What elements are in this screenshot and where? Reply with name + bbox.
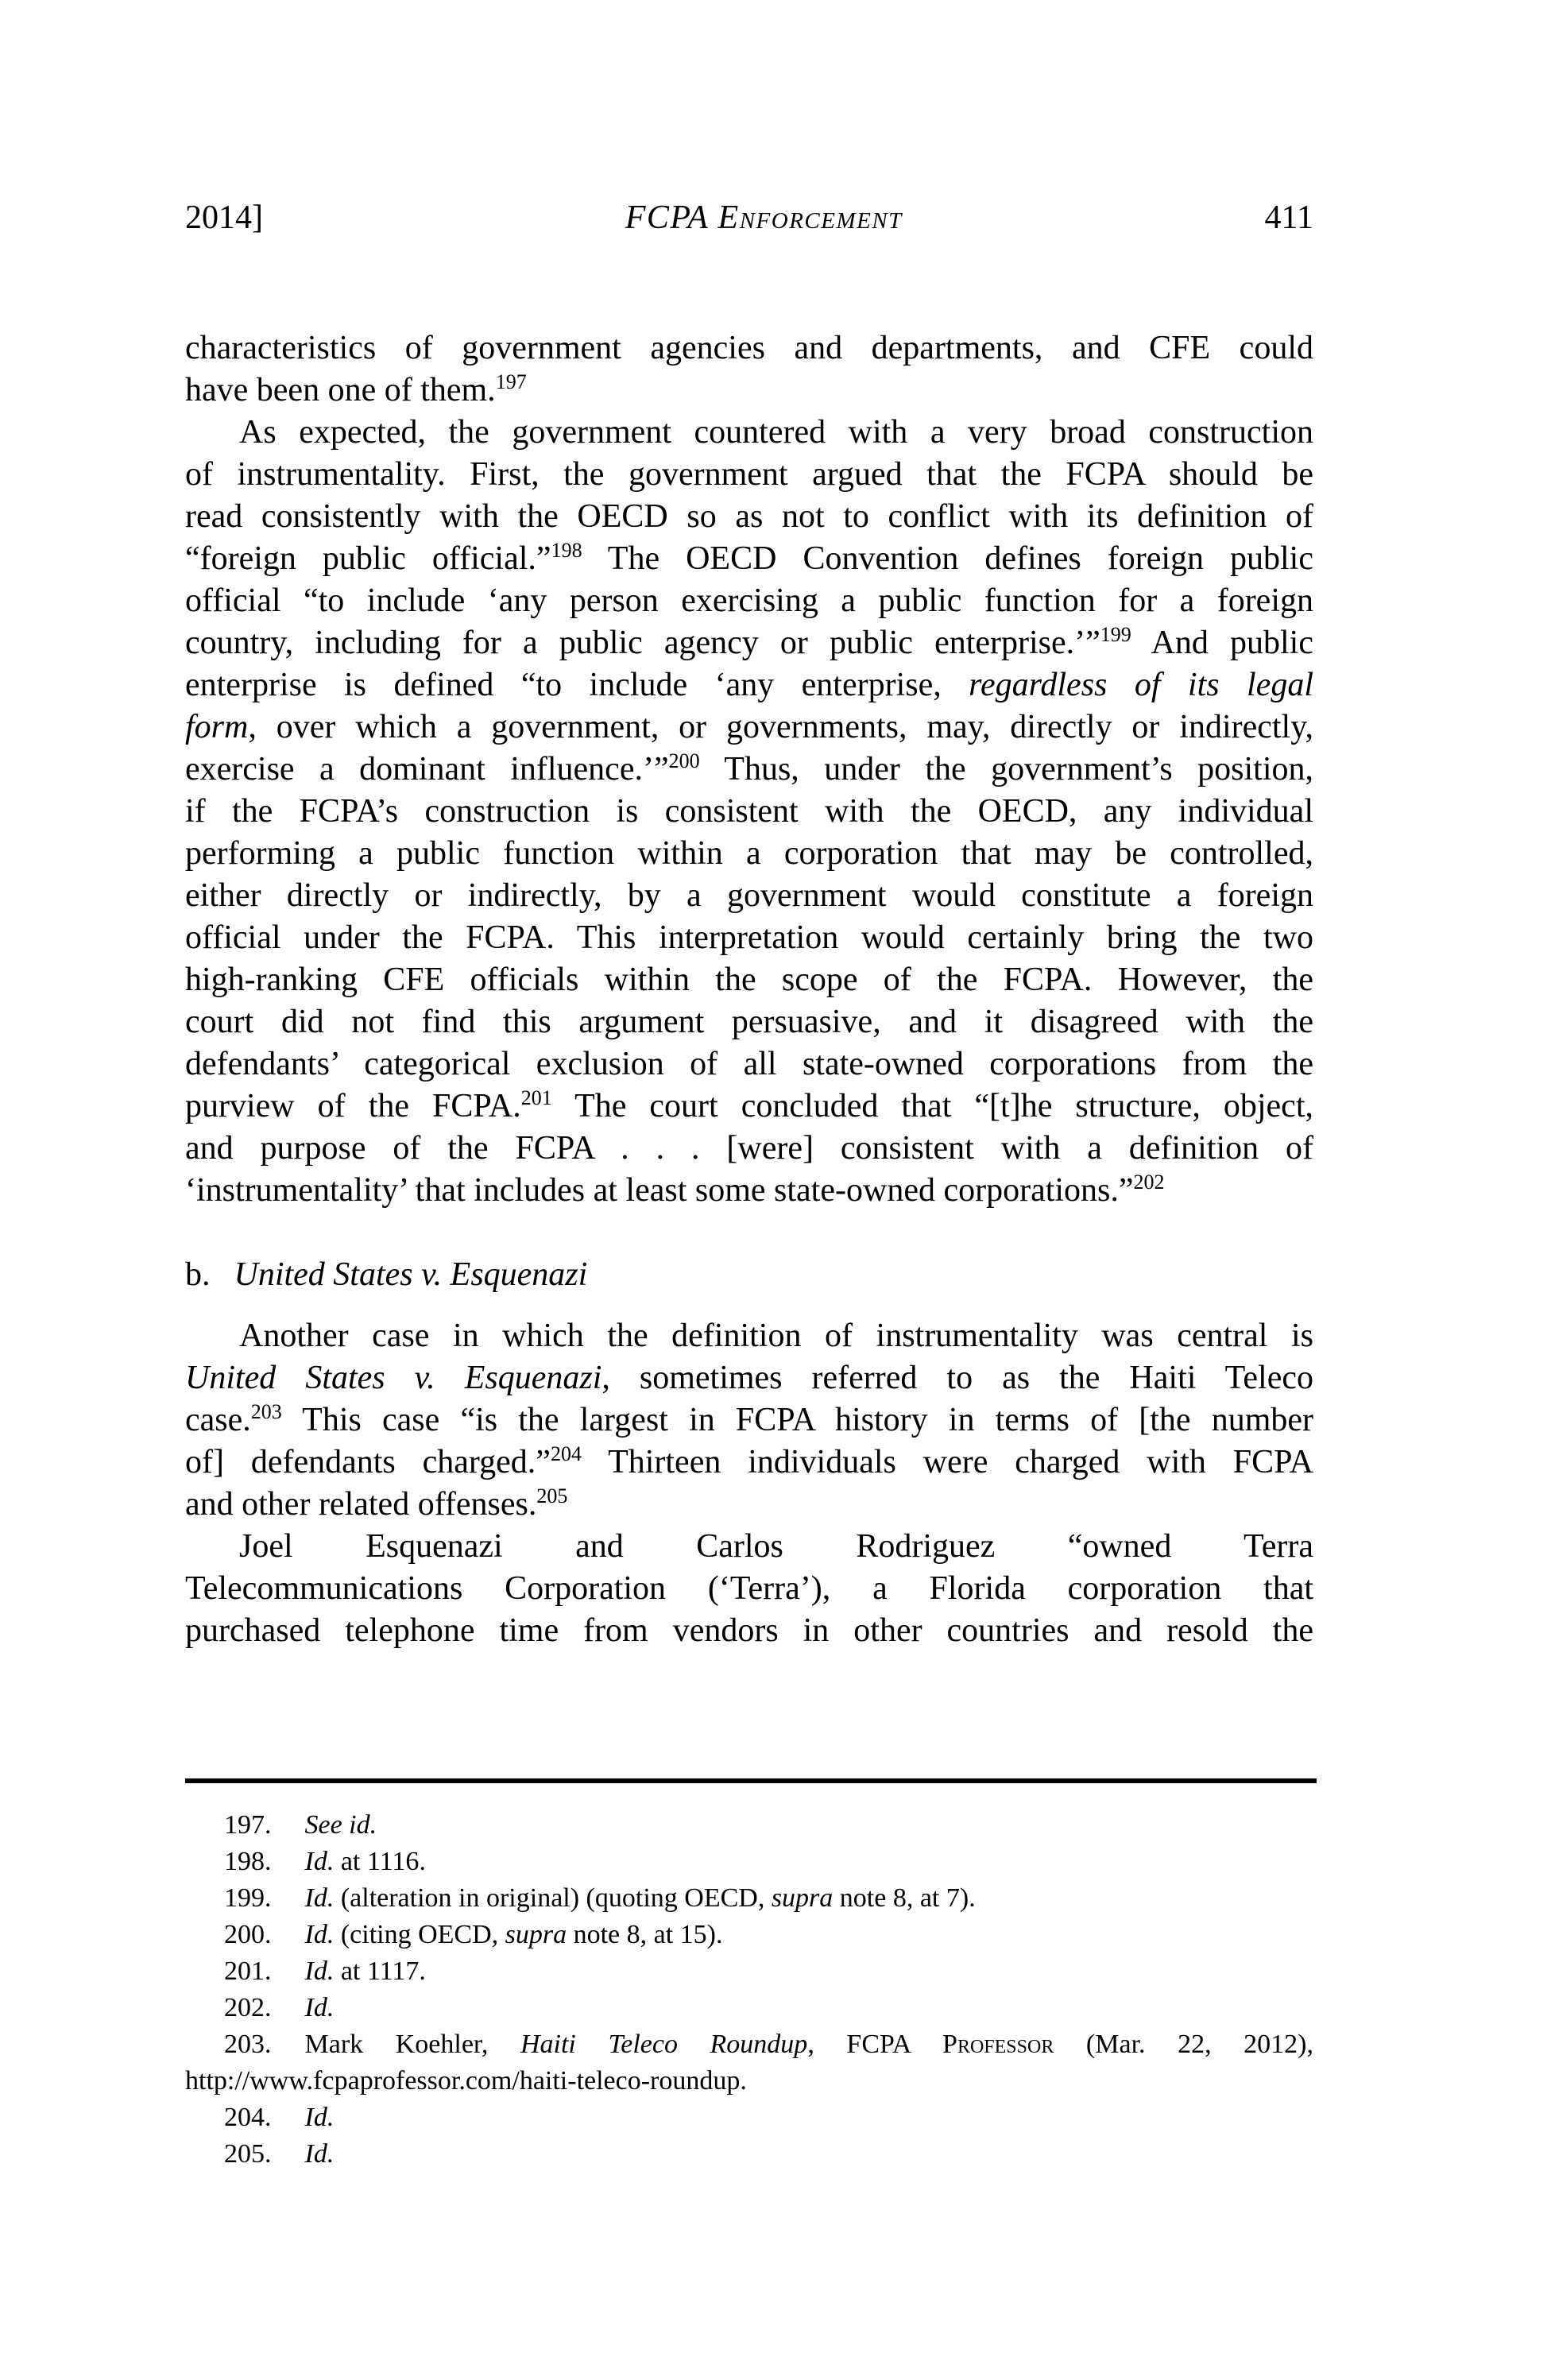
text-segment: purchased telephone time from vendors in other countries and resold the — [185, 1612, 1313, 1649]
footnote-reference: 198 — [551, 539, 582, 562]
footnote-line — [185, 1880, 1313, 1917]
text-segment: This case “is the largest in FCPA history in terms of [the number — [281, 1402, 1313, 1438]
text-segment: Thirteen individuals were charged with FCPA — [581, 1444, 1313, 1480]
italic-text: Id. — [304, 1920, 335, 1949]
footnote-number: 205. — [224, 2139, 272, 2169]
footnote-number: 204. — [224, 2103, 272, 2132]
text-segment: And public — [1131, 625, 1313, 661]
italic-text: Id. — [304, 1993, 335, 2022]
text-segment: (alteration in original) (quoting OECD, — [334, 1883, 772, 1913]
text-segment: , — [807, 2030, 847, 2059]
footnote-number: 199. — [224, 1883, 272, 1913]
footnote-line — [185, 1844, 1313, 1880]
footnote-number: 201. — [224, 1956, 272, 1986]
text-segment: Joel Esquenazi and Carlos Rodriguez “owned Terra — [239, 1528, 1313, 1565]
text-segment: read consistently with the OECD so as not to conflict with its definition of — [185, 498, 1313, 535]
footnote-line — [185, 1953, 1313, 1990]
text-segment: http://www.fcpaprofessor.com/haiti-teleco-roundup. — [185, 2066, 747, 2096]
body-text-line — [185, 1442, 1313, 1484]
italic-text: regardless of its legal — [969, 667, 1313, 703]
footnote-reference: 199 — [1100, 623, 1131, 646]
text-segment: b. — [185, 1256, 211, 1293]
italic-text: Id. — [304, 1883, 335, 1913]
text-segment: case. — [185, 1402, 251, 1438]
footnote-reference: 201 — [520, 1086, 552, 1109]
text-segment: characteristics of government agencies and departments, and CFE could — [185, 330, 1313, 366]
body-text-line — [185, 1170, 1313, 1212]
footnote-line — [185, 1990, 1313, 2026]
italic-text: Id. — [304, 2103, 335, 2132]
italic-text: Haiti Teleco Roundup — [520, 2030, 808, 2059]
text-segment: “foreign public official.” — [185, 540, 551, 577]
body-text-line — [185, 327, 1313, 370]
text-segment: performing a public function within a corporation that may be controlled, — [185, 835, 1313, 872]
text-segment: (citing OECD, — [334, 1920, 505, 1949]
body-text-line — [185, 1128, 1313, 1170]
text-segment: Thus, under the government’s position, — [699, 751, 1313, 788]
body-text-line — [185, 1043, 1313, 1086]
footnote-reference: 197 — [495, 370, 527, 393]
text-segment: The court concluded that “[t]he structure, object, — [551, 1088, 1313, 1124]
text-segment: and other related offenses. — [185, 1486, 537, 1523]
text-segment: and purpose of the FCPA . . . [were] consistent with a definition of — [185, 1130, 1313, 1167]
text-segment: Telecommunications Corporation (‘Terra’), a Florida corporation that — [185, 1570, 1313, 1607]
text-segment: enterprise is defined “to include ‘any enterprise, — [185, 667, 969, 703]
body-text-line — [185, 412, 1313, 454]
body-text-line — [185, 1484, 1313, 1526]
body-text-line — [185, 917, 1313, 959]
text-segment: official “to include ‘any person exercising a public function for a foreign — [185, 582, 1313, 619]
italic-text: supra — [771, 1883, 834, 1913]
body-text-line — [185, 833, 1313, 875]
italic-text: supra — [505, 1920, 567, 1949]
smallcaps-text: FCPA Professor — [846, 2030, 1054, 2059]
text-segment: at 1116. — [334, 1847, 426, 1876]
text-segment: purview of the FCPA. — [185, 1088, 521, 1124]
text-segment: official under the FCPA. This interpretation would certainly bring the two — [185, 919, 1313, 956]
body-text-line — [185, 1086, 1313, 1128]
section-heading — [185, 1254, 1313, 1296]
italic-text: United States v. Esquenazi — [185, 1360, 602, 1396]
italic-text: form — [185, 709, 249, 745]
footnote-line — [185, 2063, 1313, 2099]
text-segment: exercise a dominant influence.’” — [185, 751, 669, 788]
body-text-line — [185, 622, 1313, 664]
text-segment: country, including for a public agency or public enterprise.’” — [185, 625, 1100, 661]
text-segment: , over which a government, or governments, may, directly or indirectly, — [248, 709, 1313, 745]
text-segment: high-ranking CFE officials within the scope of the FCPA. However, the — [185, 962, 1313, 998]
header-year: 2014] — [185, 199, 263, 236]
italic-text: Id. — [304, 2139, 335, 2169]
text-segment: of instrumentality. First, the government argued that the FCPA should be — [185, 456, 1313, 493]
body-text-line — [185, 496, 1313, 538]
footnote-number: 197. — [224, 1810, 272, 1840]
body-text-block-2 — [185, 1315, 1313, 1652]
footnote-number: 203. — [224, 2030, 272, 2059]
footnote-number: 198. — [224, 1847, 272, 1876]
footnote-reference: 205 — [536, 1484, 568, 1507]
text-segment: The OECD Convention defines foreign public — [582, 540, 1313, 577]
footnote-line — [185, 2136, 1313, 2173]
text-segment: As expected, the government countered with a very broad construction — [239, 414, 1313, 451]
body-text-line — [185, 706, 1313, 749]
italic-text: Id. — [304, 1956, 335, 1986]
body-text-line — [185, 791, 1313, 833]
text-segment: defendants’ categorical exclusion of all state-owned corporations from the — [185, 1046, 1313, 1082]
body-text-line — [185, 370, 1313, 412]
body-text-block-1 — [185, 327, 1313, 1212]
text-segment: note 8, at 15). — [567, 1920, 723, 1949]
text-segment: court did not find this argument persuasive, and it disagreed with the — [185, 1004, 1313, 1040]
body-text-line — [185, 1568, 1313, 1610]
footnotes-block — [185, 1807, 1313, 2173]
body-text-line — [185, 1315, 1313, 1357]
footnote-number: 202. — [224, 1993, 272, 2022]
italic-text: United States v. Esquenazi — [234, 1256, 588, 1293]
footnote-reference: 202 — [1133, 1171, 1165, 1194]
body-text-line — [185, 538, 1313, 580]
footnote-reference: 200 — [668, 749, 700, 772]
body-text-line — [185, 959, 1313, 1001]
footnote-number: 200. — [224, 1920, 272, 1949]
body-text-line — [185, 1526, 1313, 1568]
text-segment: have been one of them. — [185, 372, 496, 408]
italic-text: Id. — [304, 1847, 335, 1876]
page-header — [185, 199, 1313, 237]
body-text-line — [185, 875, 1313, 917]
text-segment: Mark Koehler, — [304, 2030, 520, 2059]
text-segment: at 1117. — [334, 1956, 426, 1986]
body-text-line — [185, 1001, 1313, 1043]
text-segment: Another case in which the definition of instrumentality was central is — [239, 1318, 1313, 1354]
footnote-reference: 204 — [550, 1442, 582, 1465]
text-segment: if the FCPA’s construction is consistent with the OECD, any individual — [185, 793, 1313, 830]
section-heading-block — [185, 1254, 1313, 1296]
text-segment: either directly or indirectly, by a government would constitute a foreign — [185, 877, 1313, 914]
text-segment: ‘instrumentality’ that includes at least some state-owned corporations.” — [185, 1172, 1134, 1209]
body-text-line — [185, 454, 1313, 496]
header-running-title: FCPA Enforcement — [625, 199, 903, 236]
text-segment: note 8, at 7). — [833, 1883, 976, 1913]
footnote-line — [185, 2099, 1313, 2136]
footnote-line — [185, 1807, 1313, 1844]
body-text-line — [185, 1357, 1313, 1399]
body-text-line — [185, 664, 1313, 706]
body-text-line — [185, 749, 1313, 791]
text-segment: (Mar. 22, 2012), — [1054, 2030, 1313, 2059]
footnote-line — [185, 1917, 1313, 1953]
footnote-reference: 203 — [250, 1400, 282, 1423]
footnote-separator-rule — [185, 1778, 1317, 1783]
header-page-number: 411 — [1264, 199, 1313, 236]
body-text-line — [185, 1610, 1313, 1652]
italic-text: See id. — [304, 1810, 377, 1840]
text-segment: of] defendants charged.” — [185, 1444, 551, 1480]
body-text-line — [185, 1399, 1313, 1442]
text-segment: , sometimes referred to as the Haiti Teleco — [601, 1360, 1313, 1396]
body-text-line — [185, 580, 1313, 622]
footnote-line — [185, 2026, 1313, 2063]
